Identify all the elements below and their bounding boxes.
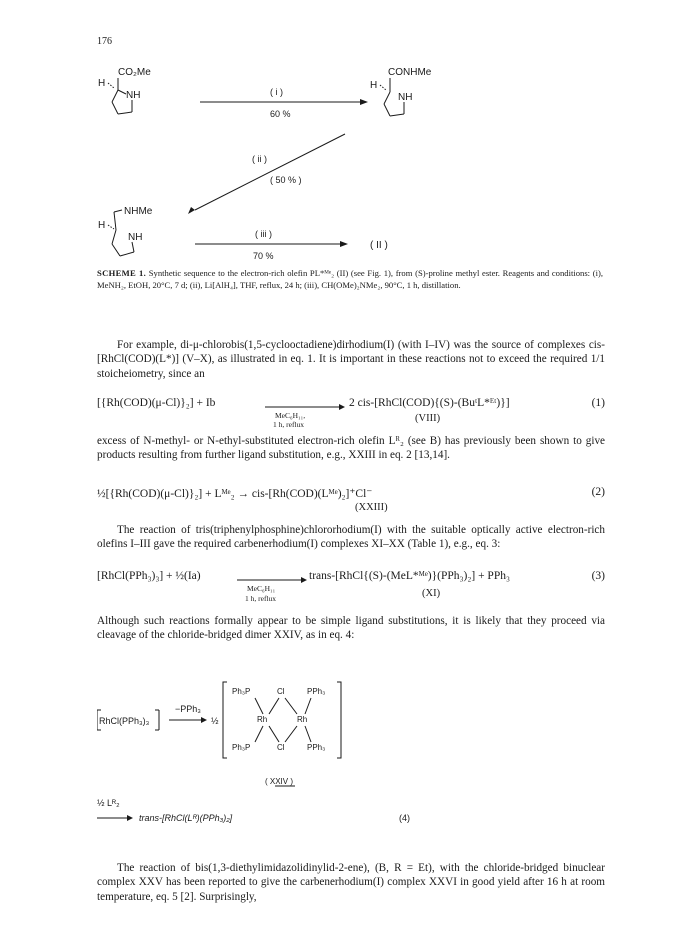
arrow-step-iii [195,229,348,261]
paragraph-4: Although such reactions formally appear to be simple ligand substitutions, it is likely that they proceed via cleavage of the chloride-bridged dimer XXIV, as in eq. 4: [97,615,605,642]
eq4-reactant: RhCl(PPh₃)₃ [99,716,150,726]
eq4-product: trans-[RhCl(Lᴿ)(PPh₃)₂] [139,813,233,823]
dimer-rh-right: Rh [297,715,308,724]
atom-h: H [370,80,378,91]
arrow-step-i [200,87,368,119]
equation-1 [97,397,605,433]
caption-text: Synthetic sequence to the electron-rich olefin PL*ᴹᵉ₂ (II) (see Fig. 1), from (S)-proline methyl ester. Reagents and conditions: (i), MeNH₂, EtOH, 20°C, 7 d; (ii), Li[AlH₄], THF, reflux, 24 h; (iii), CH(OMe)₂NMe₂, 90°C, 1 h, distillation. [97,268,603,290]
dimer-ph3p-top-left: Ph₃P [232,687,251,696]
scheme-1 [90,62,600,262]
eq3-number: (3) [591,570,605,582]
scheme-caption [97,268,603,291]
step-i-yield: 60 % [270,109,291,119]
paragraph-2: excess of N-methyl- or N-ethyl-substituted electron-rich olefin Lᴿ₂ (see B) has previously been shown to give products resulting from further ligand substitution, e.g., XXIII in eq. 2 [13,14]. [97,435,605,462]
paragraph-3: The reaction of tris(triphenylphosphine)chlororhodium(I) with the suitable optically active electron-rich olefins I–III gave the required carbenerhodium(I) complexes XI–XX (Table 1), e.g., eq. 3: [97,524,605,551]
molecule-proline-ester [98,67,151,114]
dimer-rh-left: Rh [257,715,268,724]
eq2-label: (XXIII) [355,502,388,513]
eq3-arrow [237,576,307,584]
dimer-pph3-top-right: PPh₃ [307,687,326,696]
group-co2me: CO₂Me [118,67,151,78]
step-iii-label: ( iii ) [255,229,272,239]
scheme-eq-4 [97,680,577,860]
equation-2 [97,486,605,518]
equation-3 [97,570,605,610]
caption-label: SCHEME 1. [97,268,147,278]
dimer-label: ( XXIV ) [265,777,294,786]
eq3-lhs: [RhCl(PPh₃)₃] + ½(Ia) [97,570,201,582]
atom-h: H [98,78,106,89]
step-i-label: ( i ) [270,87,283,97]
eq1-condition-1: MeC₆H₁₁, [275,411,306,420]
eq4-reagent: ½ Lᴿ₂ [97,798,120,808]
eq3-condition-2: 1 h, reflux [245,594,277,603]
eq4-loss: −PPh₃ [175,704,201,714]
dimer-pph3-bottom-right: PPh₃ [307,743,326,752]
product-label: ( II ) [370,240,388,251]
step-ii-yield: ( 50 % ) [270,175,302,185]
eq1-lhs: [{Rh(COD)(μ-Cl)}₂] + Ib [97,397,216,409]
step-iii-yield: 70 % [253,251,274,261]
arrow-step-ii [188,134,345,214]
page-number: 176 [97,36,112,47]
eq4-half: ½ [211,716,219,726]
eq2-number: (2) [591,486,605,498]
molecule-amine [98,206,153,256]
group-nhme: NHMe [124,206,153,217]
eq1-condition-2: 1 h, reflux [273,420,305,429]
eq3-condition-1: MeC₆H₁₁ [247,584,276,593]
eq4-number: (4) [399,813,410,823]
eq2-text: ½[{Rh(COD)(μ-Cl)}₂] + Lᴹᵉ₂ → cis-[Rh(COD)(Lᴹᵉ)₂]⁺Cl⁻ [97,488,373,500]
dimer-ph3p-bottom-left: Ph₃P [232,743,251,752]
eq1-rhs: 2 cis-[RhCl(COD){(S)-(BuᵗL*ᴱᵗ)}] [349,397,510,409]
atom-nh: NH [398,92,413,103]
molecule-amide [370,67,432,116]
eq1-label: (VIII) [415,413,441,424]
atom-nh: NH [126,90,141,101]
dimer-cl-top: Cl [277,687,285,696]
eq3-rhs: trans-[RhCl{(S)-(MeL*ᴹᵉ)}(PPh₃)₂] + PPh₃ [309,570,510,582]
eq1-number: (1) [591,397,605,409]
paragraph-1: For example, di-μ-chlorobis(1,5-cyclooctadiene)dirhodium(I) (with I–IV) was the source of complexes cis-[RhCl(COD)(L*)] (V–X), as illustrated in eq. 1. It is important in these reactions not to exceed the required 1/1 stoicheiometry, since an [97,339,605,380]
eq3-label: (XI) [422,588,441,599]
group-conhme: CONHMe [388,67,432,78]
paragraph-5: The reaction of bis(1,3-diethylimidazolidinylid-2-ene), (B, R = Et), with the chloride-bridged binuclear complex XXV has been reported to give the carbenerhodium(I) complex XXVI in good yield after 16 h at room temperature, eq. 5 [2]. Surprisingly, [97,862,605,903]
atom-nh: NH [128,232,143,243]
eq1-arrow [265,403,345,411]
step-ii-label: ( ii ) [252,154,267,164]
dimer-cl-bottom: Cl [277,743,285,752]
atom-h: H [98,220,106,231]
